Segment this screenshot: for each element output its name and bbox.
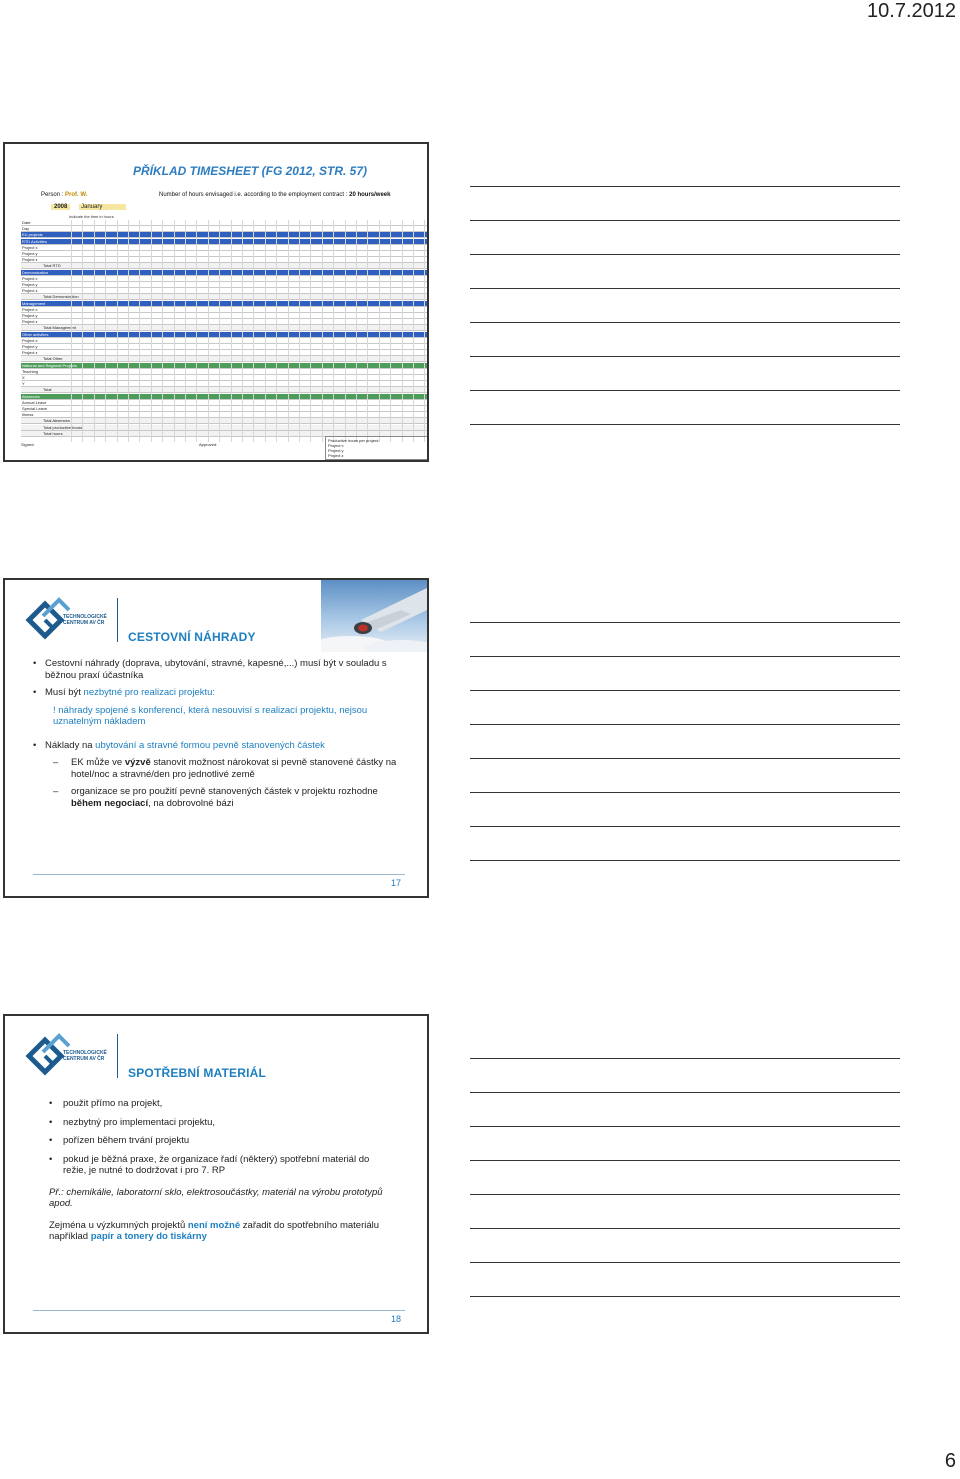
timesheet-column-line — [196, 220, 197, 442]
timesheet-column-line — [208, 220, 209, 442]
timesheet-row-label: Project y — [22, 313, 38, 318]
notes-line — [470, 1058, 900, 1059]
bullet-item: • Musí být nezbytné pro realizaci projektu: — [31, 687, 411, 699]
timesheet-column-line — [322, 220, 323, 442]
timesheet-row-label: Special Leave — [22, 406, 48, 411]
logo-text: TECHNOLOGICKÉ CENTRUM AV ČR — [63, 614, 107, 626]
bullet-item: • použit přímo na projekt, — [45, 1098, 395, 1110]
timesheet-row-label: Teaching — [22, 368, 39, 374]
notes-line — [470, 288, 900, 289]
timesheet-column-line — [128, 220, 129, 442]
timesheet-column-line — [82, 220, 83, 442]
notes-line — [470, 356, 900, 357]
timesheet-approved: Approved: — [199, 442, 218, 447]
example-text: Př.: chemikálie, laboratorní sklo, elektrosoučástky, materiál na výrobu prototypů apod. — [49, 1186, 383, 1209]
slide-body — [45, 1098, 395, 1253]
timesheet-column-line — [402, 220, 403, 442]
slide-title: PŘÍKLAD TIMESHEET (FG 2012, STR. 57) — [132, 164, 367, 178]
notes-line — [470, 322, 900, 323]
airplane-image — [321, 580, 427, 652]
footer-divider — [33, 1310, 405, 1311]
timesheet-note: Indicate the time in hours — [69, 214, 114, 219]
timesheet-month: January — [79, 204, 126, 210]
timesheet-row-label: Total hours — [43, 430, 63, 436]
note-paragraph: Zejména u výzkumných projektů není možné zařadit do spotřebního materiálu například papír a tonery do tiskárny — [49, 1219, 380, 1242]
sub-bullet-item: – EK může ve výzvě stanovit možnost nárokovat si pevně stanovené částky na hotel/noc a stravné/den pro jednotlivé země — [31, 757, 411, 780]
timesheet-column-line — [117, 220, 118, 442]
timesheet-row-label: Project x — [22, 306, 38, 312]
notes-line — [470, 390, 900, 391]
slide-number: 17 — [390, 878, 401, 888]
timesheet-row-label: National and Regional Projects — [22, 362, 77, 368]
header-date: 10.7.2012 — [867, 0, 956, 22]
timesheet-row-label: Project x — [22, 244, 38, 250]
notes-line — [470, 1228, 900, 1229]
notes-line — [470, 758, 900, 759]
timesheet-column-line — [379, 220, 380, 442]
slide-travel-costs — [3, 578, 429, 898]
notes-line — [470, 860, 900, 861]
timesheet-row-label: Annual Leave — [22, 399, 47, 405]
warning-text: ! náhrady spojené s konferencí, která nesouvisí s realizací projektu, nejsou uznatelným nákladem — [53, 704, 368, 727]
productive-item: Project z — [328, 453, 344, 458]
timesheet-column-line — [413, 220, 414, 442]
timesheet-row-label: Day — [22, 226, 30, 232]
timesheet-row-label: Project y — [22, 282, 38, 287]
timesheet-column-line — [356, 220, 357, 442]
notes-line — [470, 1194, 900, 1195]
slide-number: 18 — [390, 1314, 401, 1324]
timesheet-column-line — [105, 220, 106, 442]
timesheet-row-label: Total Other — [43, 356, 63, 362]
timesheet-row-label: EU projects — [22, 232, 43, 238]
notes-line — [470, 186, 900, 187]
timesheet-row-label: Project z — [22, 288, 38, 294]
footer-divider — [33, 874, 405, 875]
notes-line — [470, 1160, 900, 1161]
timesheet-row-label: Total RTD — [43, 263, 61, 269]
timesheet-row-label: Total — [43, 387, 52, 393]
sub-bullet-item: – organizace se pro použití pevně stanovených částek v projektu rozhodne během negociací, na dobrovolné bázi — [31, 786, 411, 809]
productive-item: Project x — [328, 443, 344, 448]
timesheet-column-line — [390, 220, 391, 442]
bullet-item: • Náklady na ubytování a stravné formou pevně stanovených částek — [31, 740, 411, 752]
timesheet-row-label: Total Management — [43, 325, 76, 331]
timesheet-column-line — [345, 220, 346, 442]
timesheet-column-line — [139, 220, 140, 442]
timesheet-row-label: Illness — [22, 412, 34, 418]
logo-text: TECHNOLOGICKÉ CENTRUM AV ČR — [63, 1050, 107, 1062]
timesheet-column-line — [71, 220, 72, 442]
timesheet-row-label: Total Demonstration — [43, 294, 79, 300]
timesheet-column-line — [162, 220, 163, 442]
timesheet-row-label: Total Absences — [43, 418, 70, 424]
timesheet-grid — [21, 220, 429, 442]
timesheet-row-label: Demonstration — [22, 269, 49, 275]
timesheet-person: Person : Prof. W. — [41, 192, 88, 198]
notes-line — [470, 254, 900, 255]
timesheet-column-line — [231, 220, 232, 442]
timesheet-row-label: Project z — [22, 319, 38, 325]
timesheet-row-label: Project y — [22, 344, 38, 349]
logo-divider — [117, 1034, 118, 1078]
timesheet-column-line — [288, 220, 289, 442]
logo-divider — [117, 598, 118, 642]
page-number: 6 — [944, 1450, 956, 1472]
timesheet-column-line — [367, 220, 368, 442]
timesheet-row-label: Project y — [22, 251, 38, 256]
notes-line — [470, 1262, 900, 1263]
timesheet-row-label: Project z — [22, 350, 38, 356]
timesheet-column-line — [94, 220, 95, 442]
notes-line — [470, 1092, 900, 1093]
slide-timesheet — [3, 142, 429, 462]
bullet-item: • nezbytný pro implementaci projektu, — [45, 1117, 395, 1129]
timesheet-row-label: Project z — [22, 257, 38, 263]
timesheet-row-label: Y — [22, 381, 25, 387]
notes-line — [470, 1296, 900, 1297]
notes-line — [470, 690, 900, 691]
timesheet-column-line — [174, 220, 175, 442]
timesheet-column-line — [310, 220, 311, 442]
productive-item: Project y — [328, 448, 344, 453]
timesheet-row-label: Management — [22, 300, 46, 306]
timesheet-hours: Number of hours envisaged i.e. according to the employment contract : 20 hours/week — [159, 192, 391, 198]
timesheet-column-line — [265, 220, 266, 442]
timesheet-column-line — [424, 220, 425, 442]
notes-line — [470, 622, 900, 623]
timesheet-row-label: Other activities — [22, 331, 49, 337]
slide-title: SPOTŘEBNÍ MATERIÁL — [128, 1066, 267, 1080]
timesheet-column-line — [219, 220, 220, 442]
slide-title: CESTOVNÍ NÁHRADY — [128, 630, 256, 644]
timesheet-column-line — [185, 220, 186, 442]
slide-body — [31, 658, 411, 815]
notes-line — [470, 656, 900, 657]
timesheet-column-line — [333, 220, 334, 442]
bullet-item: • pořízen během trvání projektu — [45, 1135, 395, 1147]
timesheet-row-label: RTD Activities — [22, 238, 47, 244]
bullet-item: • Cestovní náhrady (doprava, ubytování, stravné, kapesné,...) musí být v souladu s běžnou praxí účastníka — [31, 658, 411, 681]
timesheet-row-label: Project x — [22, 275, 38, 281]
timesheet-row-label: Date — [22, 220, 31, 225]
timesheet-column-line — [276, 220, 277, 442]
bullet-item: • pokud je běžná praxe, že organizace řadí (některý) spotřební materiál do režie, je nutné to dodržovat i pro 7. RP — [45, 1154, 395, 1177]
timesheet-row-label: X — [22, 375, 25, 380]
notes-line — [470, 724, 900, 725]
notes-line — [470, 792, 900, 793]
timesheet-row-label: Absences — [22, 393, 40, 399]
slide-consumables — [3, 1014, 429, 1334]
timesheet-column-line — [242, 220, 243, 442]
timesheet-year: 2008 — [51, 204, 70, 210]
timesheet-signed: Signed: — [21, 442, 35, 447]
notes-line — [470, 220, 900, 221]
timesheet-productive: Productive hours per project: Project x Project y Project z — [325, 436, 429, 460]
timesheet-row-label: Project x — [22, 337, 38, 343]
timesheet-column-line — [253, 220, 254, 442]
timesheet-column-line — [299, 220, 300, 442]
notes-line — [470, 1126, 900, 1127]
notes-line — [470, 424, 900, 425]
timesheet-column-line — [151, 220, 152, 442]
notes-line — [470, 826, 900, 827]
timesheet-row-label: Total productive hours — [43, 424, 83, 430]
